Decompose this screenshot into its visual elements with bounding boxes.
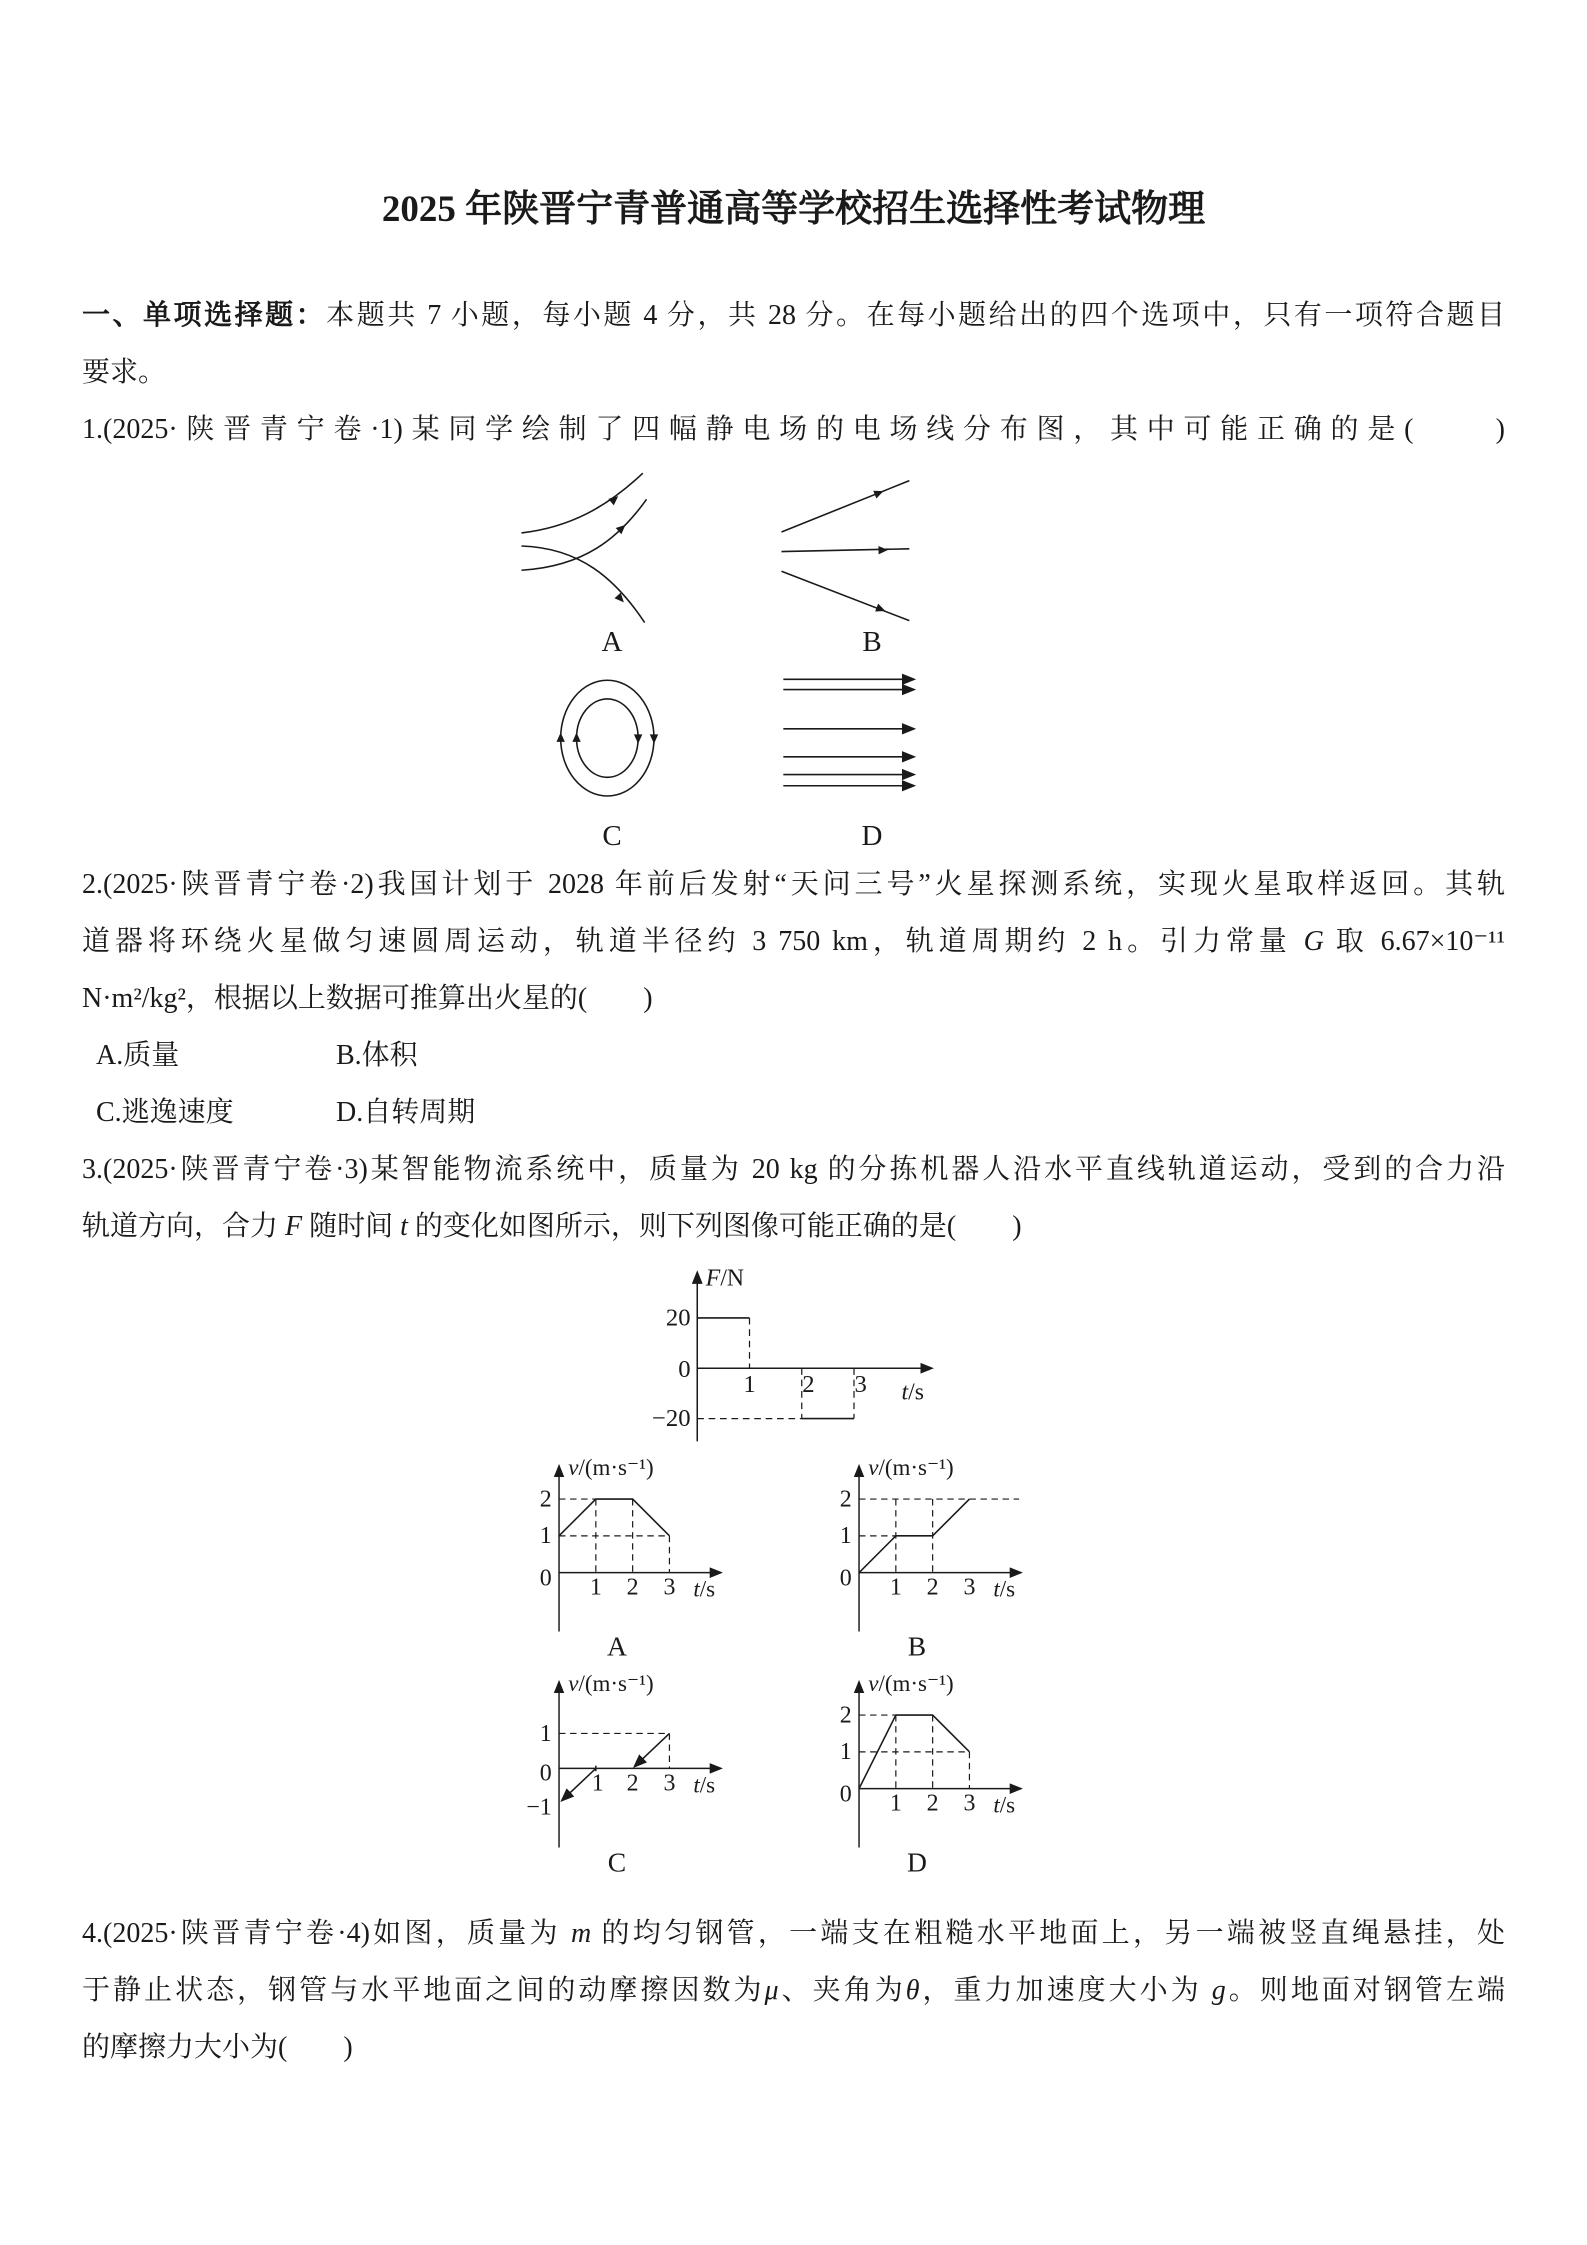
va-x-axis-label: t/s (693, 1576, 716, 1602)
q1-caption-b: B (862, 626, 882, 658)
field-lines-c-svg (502, 656, 722, 824)
q2-options-row-2 (82, 1084, 1505, 1141)
q3-option-d-graph (802, 1667, 1032, 1879)
svg-text:3: 3 (963, 1574, 976, 1601)
svg-text:0: 0 (539, 1565, 552, 1592)
va-y-axis-label: v/(m·s⁻¹) (568, 1455, 654, 1481)
q4-line2-seg1: 于静止状态，钢管与水平地面之间的动摩擦因数为 (82, 1975, 765, 2006)
q2-line-1: 2.(2025·陕晋青宁卷·2)我国计划于 2028 年前后发射“天问三号”火星探测系统，实现火星取样返回。其轨 (82, 869, 1505, 900)
section-desc: 本题共 7 小题，每小题 4 分，共 28 分。在每小题给出的四个选项中，只有一项符合题目 (326, 300, 1505, 331)
svg-text:3: 3 (963, 1790, 976, 1817)
svg-text:1: 1 (589, 1574, 602, 1601)
svg-text:2: 2 (926, 1790, 939, 1817)
vt-graph-a-svg (502, 1451, 732, 1663)
q1-option-d-figure (762, 656, 982, 852)
q4-line2-seg2: 、夹角为 (778, 1975, 906, 2006)
q1-caption-c: C (602, 820, 622, 852)
q4-line-1 (82, 1905, 1505, 1962)
q3-line-2 (82, 1198, 1505, 1255)
q2-var-G: G (1303, 926, 1324, 957)
page-title: 2025 年陕晋宁青普通高等学校招生选择性考试物理 (381, 189, 1206, 230)
svg-text:2: 2 (539, 1486, 552, 1513)
q3-option-b-graph (802, 1451, 1032, 1663)
svg-text:1: 1 (839, 1739, 852, 1766)
svg-text:−20: −20 (651, 1405, 691, 1433)
q1-option-c-figure (502, 656, 722, 852)
q2-option-a: A.质量 (96, 1040, 180, 1071)
ft-y-axis-label: F/N (705, 1265, 745, 1292)
section-label: 一、单项选择题： (82, 299, 327, 330)
field-lines-a-svg (502, 462, 722, 630)
svg-text:2: 2 (802, 1371, 815, 1398)
vb-projection-dashes (859, 1499, 1019, 1573)
vb-y-axis-label: v/(m·s⁻¹) (868, 1455, 954, 1481)
svg-text:1: 1 (839, 1523, 852, 1550)
ft-axes (697, 1272, 932, 1441)
svg-text:3: 3 (663, 1574, 676, 1601)
q3-option-graphs (502, 1451, 1505, 1879)
field-lines-d-svg (762, 656, 982, 824)
q4-var-g: g (1211, 1975, 1226, 2006)
q1-figure-row-1 (502, 462, 1505, 658)
q2-options-row-1 (82, 1027, 1505, 1084)
q1-caption-d: D (861, 820, 883, 852)
q2-option-b: B.体积 (336, 1040, 418, 1071)
svg-text:1: 1 (889, 1574, 902, 1601)
va-tick-labels (540, 1486, 676, 1600)
va-caption: A (607, 1630, 627, 1662)
field-lines-closed-loops (556, 680, 658, 796)
q3-line2-seg3: 的变化如图所示，则下列图像可能正确的是( ) (407, 1211, 1022, 1242)
q1-figure (502, 462, 1505, 852)
vd-x-axis-label: t/s (993, 1792, 1016, 1818)
vd-y-axis-label: v/(m·s⁻¹) (868, 1671, 954, 1697)
q3-line-1: 3.(2025·陕晋青宁卷·3)某智能物流系统中，质量为 20 kg 的分拣机器人沿水平直线轨道运动，受到的合力沿 (82, 1154, 1505, 1185)
svg-text:2: 2 (626, 1574, 639, 1601)
field-lines-crossing-curves (521, 473, 646, 622)
q4-block (82, 1905, 1505, 2076)
section-header (82, 286, 1505, 344)
svg-text:0: 0 (539, 1760, 552, 1787)
vd-projection-dashes (859, 1715, 969, 1789)
svg-text:−1: −1 (526, 1794, 552, 1821)
q2-line-3: N·m²/kg²，根据以上数据可推算出火星的( ) (82, 983, 653, 1014)
q3-var-t: t (400, 1211, 408, 1242)
q4-line1-seg1: 4.(2025·陕晋青宁卷·4)如图，质量为 (82, 1918, 572, 1949)
ft-x-axis-label: t/s (901, 1379, 924, 1406)
field-lines-b-svg (762, 462, 982, 630)
vt-graph-c-svg (502, 1667, 732, 1879)
q4-line1-seg2: 的均匀钢管，一端支在粗糙水平地面上，另一端被竖直绳悬挂，处 (591, 1918, 1505, 1949)
q1-text: 1.(2025·陕晋青宁卷·1)某同学绘制了四幅静电场的电场线分布图，其中可能正确的是( ) (82, 414, 1505, 445)
vc-data-line (562, 1733, 670, 1800)
q1-caption-a: A (601, 626, 623, 658)
q2-line2-seg2: 取 6.67×10⁻¹¹ (1323, 926, 1505, 957)
q4-line2-seg3: ，重力加速度大小为 (919, 1975, 1212, 2006)
q4-var-m: m (571, 1918, 592, 1949)
field-lines-diverging (781, 481, 909, 621)
q3-var-F: F (285, 1211, 303, 1242)
q4-line2-seg4: 。则地面对钢管左端 (1225, 1975, 1505, 2006)
vt-graph-d-svg (802, 1667, 1032, 1879)
vc-tick-labels (526, 1721, 675, 1821)
svg-text:1: 1 (889, 1790, 902, 1817)
q4-line-2 (82, 1962, 1505, 2019)
vc-x-axis-label: t/s (693, 1772, 716, 1798)
svg-text:0: 0 (839, 1565, 852, 1592)
q4-line-3: 的摩擦力大小为( ) (82, 2032, 353, 2063)
svg-text:1: 1 (743, 1371, 756, 1398)
q3-force-time-graph (607, 1259, 1505, 1449)
section-desc-cont: 要求。 (82, 357, 167, 388)
va-data-line (559, 1499, 669, 1536)
svg-text:2: 2 (626, 1770, 639, 1797)
svg-text:1: 1 (539, 1523, 552, 1550)
svg-text:2: 2 (926, 1574, 939, 1601)
vt-graph-b-svg (802, 1451, 1032, 1663)
vb-caption: B (907, 1630, 927, 1662)
ft-graph-svg (607, 1259, 949, 1449)
q4-var-theta: θ (905, 1975, 920, 2006)
q3-option-a-graph (502, 1451, 732, 1663)
q2-option-d: D.自转周期 (336, 1097, 476, 1128)
q1-option-b-figure (762, 462, 982, 658)
va-projection-dashes (559, 1499, 669, 1573)
q4-var-mu: μ (764, 1975, 779, 2006)
vc-axes (559, 1682, 721, 1848)
q2-line-2 (82, 913, 1505, 970)
q3-line2-seg2: 随时间 (302, 1211, 401, 1242)
svg-text:0: 0 (678, 1355, 691, 1383)
svg-text:2: 2 (839, 1486, 852, 1513)
vc-y-axis-label: v/(m·s⁻¹) (568, 1671, 654, 1697)
svg-text:0: 0 (839, 1781, 852, 1808)
vc-caption: C (607, 1846, 627, 1878)
vb-tick-labels (840, 1486, 976, 1600)
vd-axes (859, 1682, 1021, 1848)
svg-text:3: 3 (854, 1371, 867, 1398)
vb-x-axis-label: t/s (993, 1576, 1016, 1602)
svg-text:20: 20 (665, 1304, 691, 1332)
svg-text:3: 3 (663, 1770, 676, 1797)
q2-line2-seg1: 道器将环绕火星做匀速圆周运动，轨道半径约 3 750 km，轨道周期约 2 h。引力常量 (82, 926, 1304, 957)
vd-caption: D (907, 1846, 927, 1878)
q3-line2-seg1: 轨道方向，合力 (82, 1211, 286, 1242)
svg-text:2: 2 (839, 1702, 852, 1729)
vd-tick-labels (840, 1702, 976, 1816)
svg-text:1: 1 (539, 1720, 552, 1747)
va-axes (559, 1466, 721, 1632)
q1-option-a-figure (502, 462, 722, 658)
q3-option-c-graph (502, 1667, 732, 1879)
vc-projection-dashes (559, 1733, 669, 1768)
field-lines-parallel (783, 679, 914, 785)
q1-figure-row-2 (502, 656, 1505, 852)
svg-text:1: 1 (591, 1770, 604, 1797)
q2-option-c: C.逃逸速度 (96, 1097, 234, 1128)
